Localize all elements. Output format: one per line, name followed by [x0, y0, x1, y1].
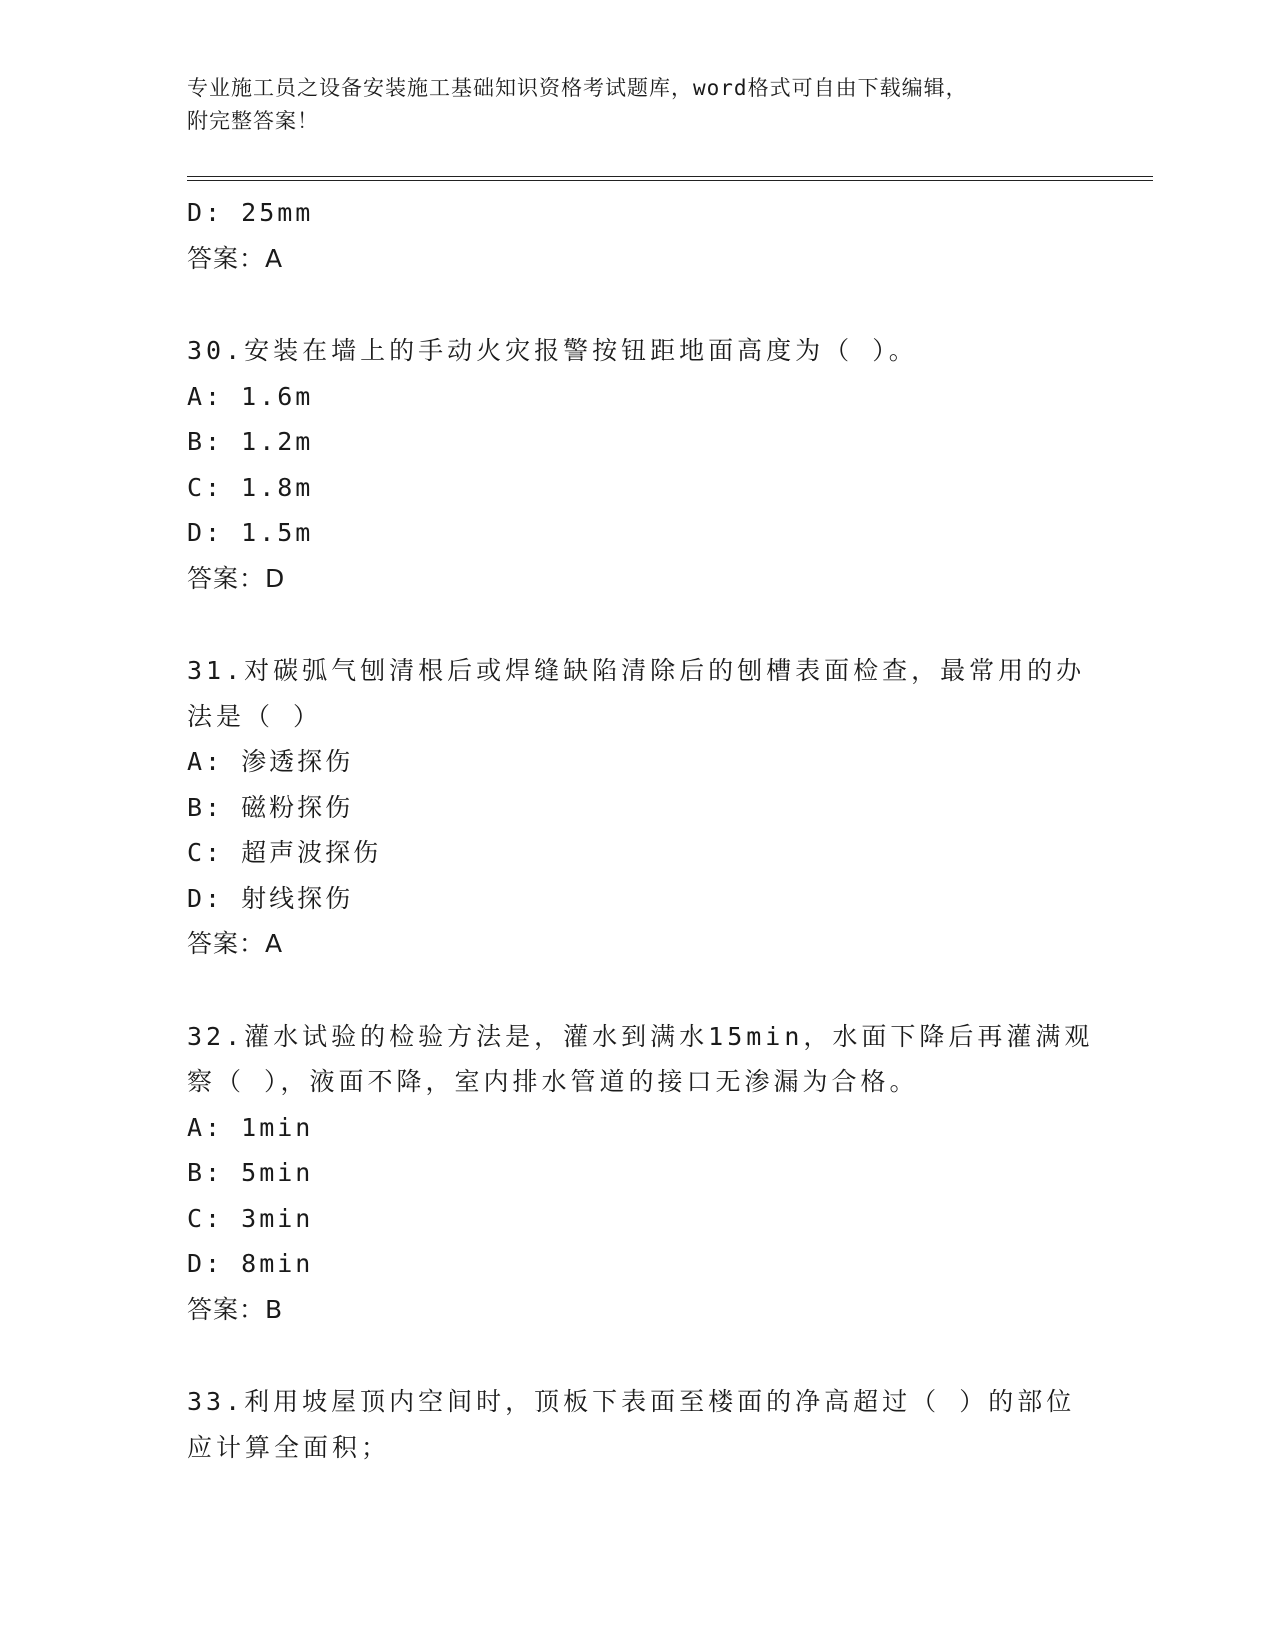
- document-header: [187, 72, 1087, 138]
- question-stem: [187, 328, 1087, 374]
- question-stem: [187, 1379, 1087, 1470]
- option-b: B: 5min: [187, 1158, 314, 1187]
- stem-line: 33.利用坡屋顶内空间时，顶板下表面至楼面的净高超过（ ）的部位: [187, 1387, 1076, 1416]
- option-d: D: 射线探伤: [187, 883, 354, 913]
- question-stem: [187, 648, 1087, 739]
- question-list: [187, 190, 1094, 1470]
- option-d: D: 8min: [187, 1249, 314, 1278]
- option-a: A: 1min: [187, 1112, 314, 1142]
- stem-line: 察（ ），液面不降，室内排水管道的接口无渗漏为合格。: [187, 1067, 919, 1096]
- stem-line: 31.对碳弧气刨清根后或焊缝缺陷清除后的刨槽表面检查，最常用的办: [187, 656, 1086, 685]
- question-30: [187, 328, 1087, 601]
- option-c: C: 3min: [187, 1203, 314, 1233]
- answer-line: 答案：A: [187, 929, 284, 958]
- spacer: [187, 601, 1087, 648]
- option-a: A: 渗透探伤: [187, 747, 354, 776]
- option-b: B: 1.2m: [187, 427, 314, 456]
- spacer: [187, 1332, 1087, 1379]
- question-31: [187, 648, 1087, 967]
- option-c: C: 1.8m: [187, 472, 314, 502]
- spacer: [187, 281, 1087, 328]
- option-c: C: 超声波探伤: [187, 838, 382, 867]
- answer-line: 答案：A: [187, 243, 284, 273]
- header-divider: [187, 176, 1153, 181]
- stem-line: 32.灌水试验的检验方法是，灌水到满水15min，水面下降后再灌满观: [187, 1021, 1094, 1051]
- spacer: [187, 967, 1087, 1014]
- header-line-2: 附完整答案！: [187, 109, 319, 133]
- header-line-1: 专业施工员之设备安装施工基础知识资格考试题库，word格式可自由下载编辑，: [187, 76, 968, 100]
- stem-line: 30.安装在墙上的手动火灾报警按钮距地面高度为（ ）。: [187, 336, 918, 365]
- option-d: D: 1.5m: [187, 518, 314, 547]
- question-stem: [187, 1014, 1094, 1105]
- option-b: B: 磁粉探伤: [187, 792, 354, 822]
- answer-line: 答案：B: [187, 1294, 284, 1324]
- option-d: D: 25mm: [187, 198, 314, 227]
- question-33: [187, 1379, 1087, 1470]
- option-a: A: 1.6m: [187, 381, 314, 411]
- answer-line: 答案：D: [187, 563, 286, 593]
- stem-line: 法是（ ）: [187, 701, 323, 731]
- stem-line: 应计算全面积；: [187, 1432, 391, 1462]
- question-32: [187, 1014, 1094, 1333]
- question-29-tail: [187, 190, 1087, 281]
